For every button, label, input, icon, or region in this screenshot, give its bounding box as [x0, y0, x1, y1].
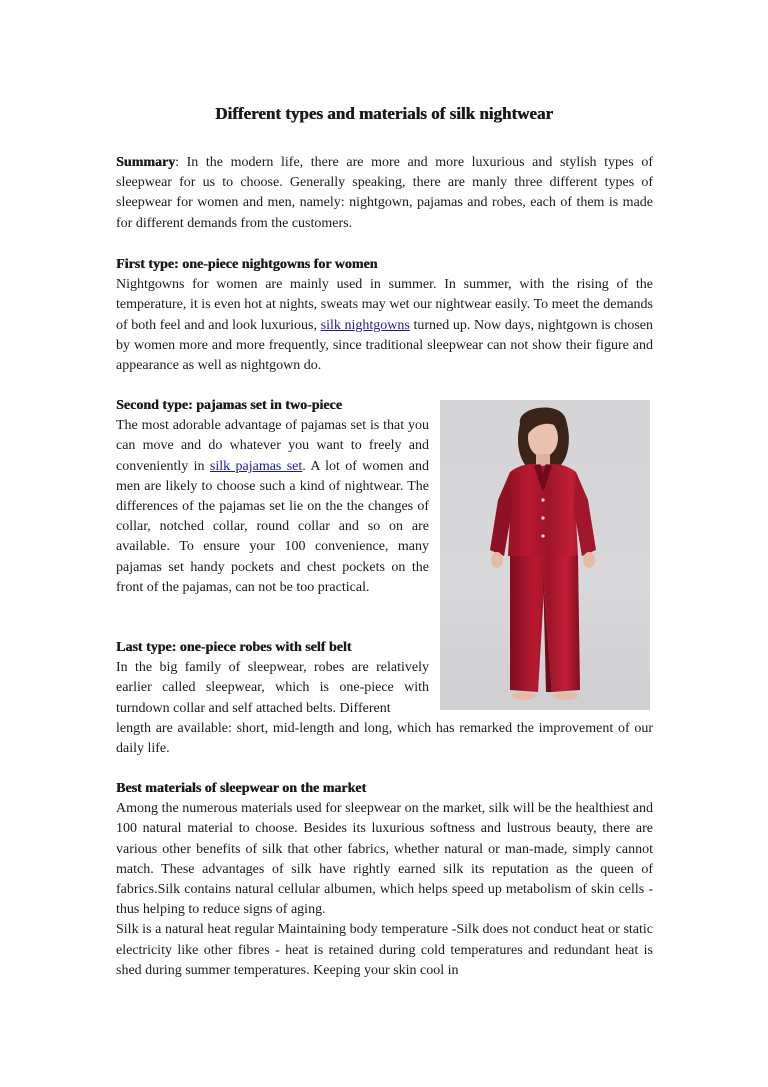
first-type-text-after: turned up. Now days, nightgown is chosen by women more and more frequently, since traditional sleepwear can not show their figure and appearance as well as nightgown do. [116, 317, 653, 374]
last-type-heading: Last type: one-piece robes with self belt [116, 640, 352, 655]
materials-heading: Best materials of sleepwear on the market [116, 781, 367, 796]
first-type-heading: First type: one-piece nightgowns for women [116, 257, 378, 272]
section-first-type [116, 255, 653, 376]
second-type-heading: Second type: pajamas set in two-piece [116, 398, 342, 413]
materials-paragraph-1: Among the numerous materials used for sleepwear on the market, silk will be the healthiest and 100 natural material to choose. Besides its luxurious softness and lustrous beauty, there are various other benefits of silk that other fabrics, whether natural or man-made, simply cannot match. These advantages of silk have rightly earned silk its reputation as the queen of fabrics.Silk contains natural cellular albumen, which helps speed up metabolism of skin cells - thus helping to reduce signs of aging. [116, 801, 653, 918]
last-type-text-wide: length are available: short, mid-length and long, which has remarked the improvement of our daily life. [116, 720, 653, 757]
summary-label: Summary [116, 155, 176, 170]
second-type-paragraph [116, 416, 429, 598]
silk-nightgowns-link[interactable]: silk nightgowns [320, 317, 410, 333]
section-materials [116, 779, 653, 981]
materials-paragraph-2: Silk is a natural heat regular Maintaining body temperature -Silk does not conduct heat or static electricity like other fibres - heat is retained during cold temperatures and redundant heat is shed during summer temperatures. Keeping your skin cool in [116, 922, 653, 978]
last-type-text-narrow: In the big family of sleepwear, robes are relatively earlier called sleepwear, which is one-piece with turndown collar and self attached belts. Different [116, 660, 429, 716]
pajamas-model-image [440, 400, 650, 710]
silk-pajamas-set-link[interactable]: silk pajamas set [209, 458, 303, 474]
first-type-paragraph [116, 275, 653, 376]
summary-paragraph [116, 153, 653, 234]
section-second-type [116, 396, 429, 598]
second-type-text-before: The most adorable advantage of pajamas set is that you can move and do whatever you want to freely and conveniently in [116, 418, 429, 474]
document-title: Different types and materials of silk nightwear [215, 104, 553, 123]
second-type-text-after: . A lot of women and men are likely to choose such a kind of nightwear. The differences of the pajamas set lie on the the changes of collar, notched collar, round collar and so on are available. To ensure your 100 convenience, many pajamas set handy pockets and chest pockets on the front of the pajamas, can not be too practical. [116, 458, 430, 595]
summary-text: : In the modern life, there are more and more luxurious and stylish types of sleepwear for us to choose. Generally speaking, there are manly three different types of sleepwear for women and men, namely: nightgown, pajamas and robes, each of them is made for different demands from the customers. [116, 155, 653, 231]
first-type-text-before: Nightgowns for women are mainly used in summer. In summer, with the rising of the temperature, it is even hot at nights, sweats may wet our nightwear easily. To meet the demands of both feel and and look luxurious, [116, 277, 653, 333]
pajamas-model-illustration [440, 400, 650, 710]
